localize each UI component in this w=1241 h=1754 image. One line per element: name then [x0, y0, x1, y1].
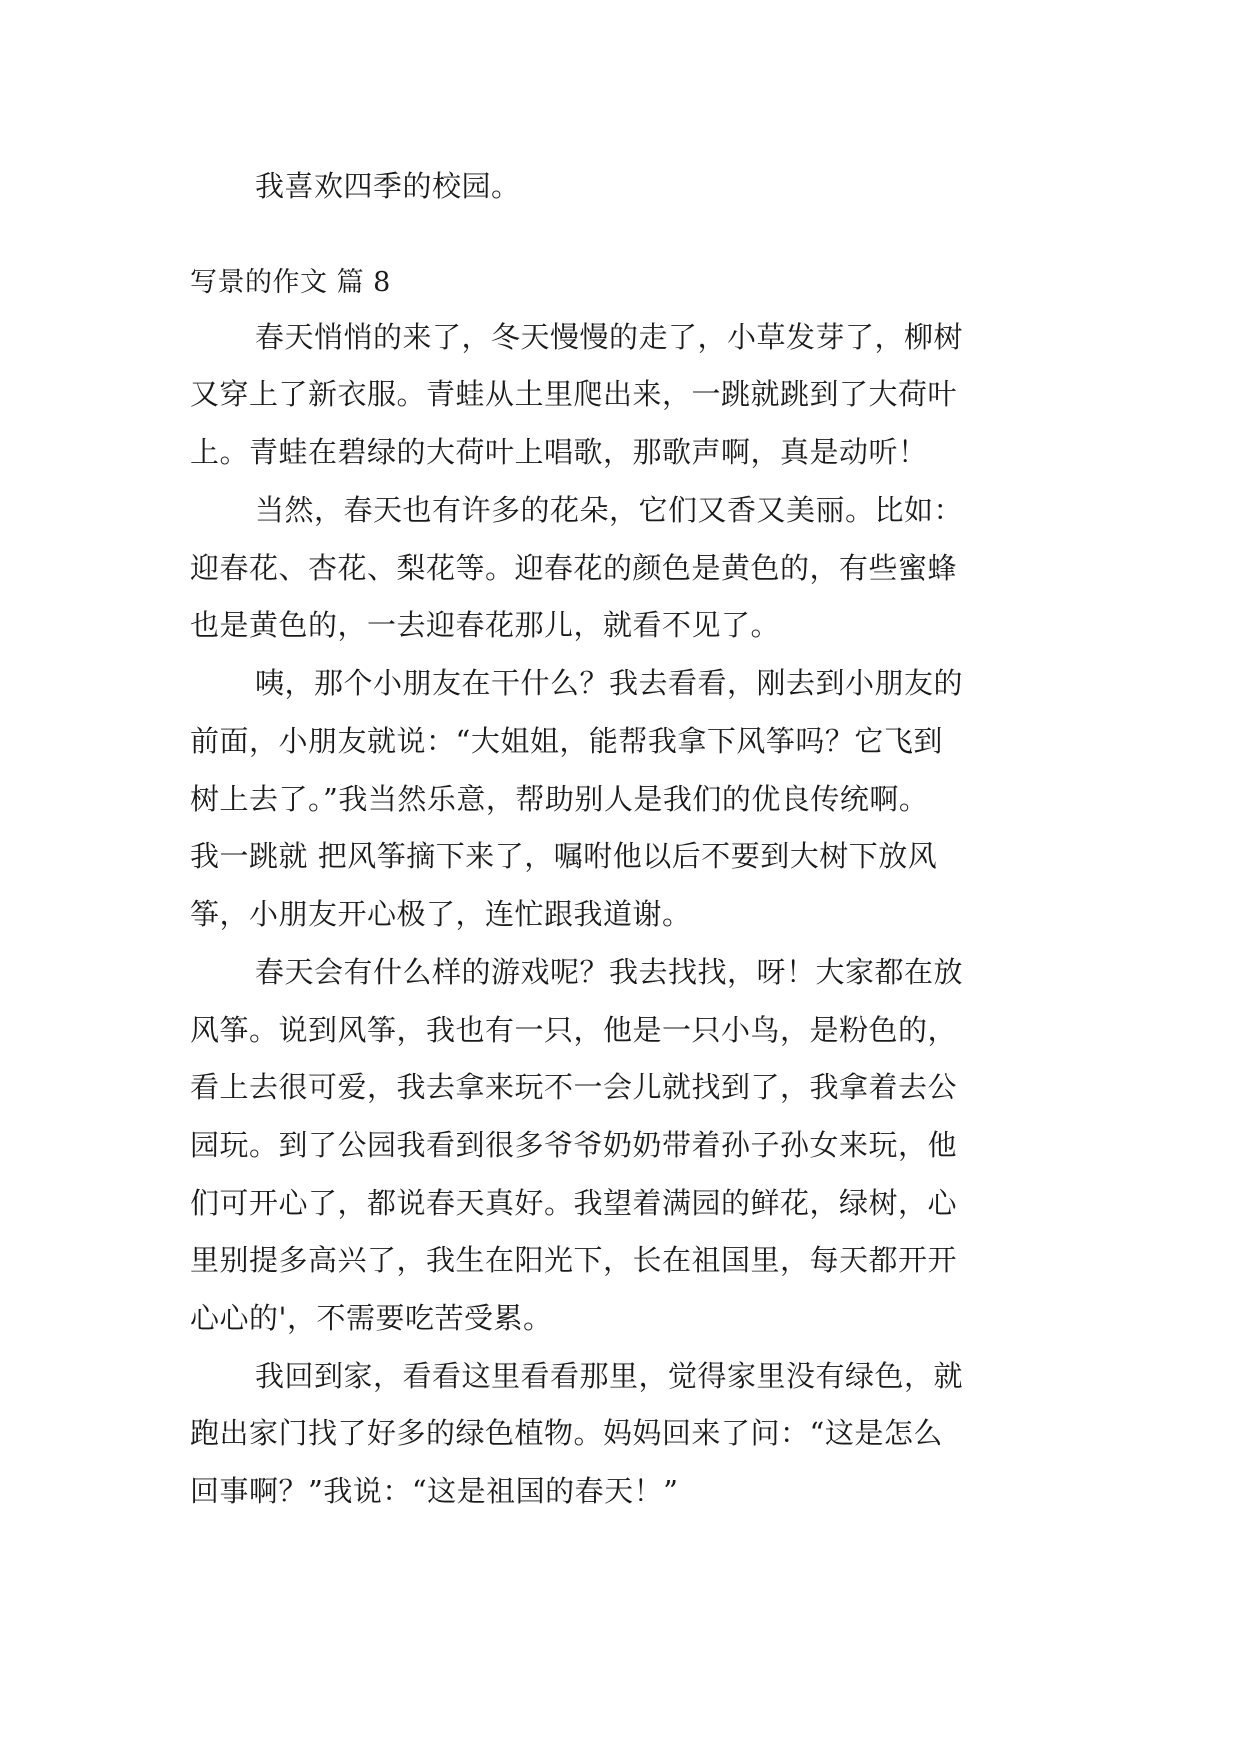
paragraph-2-line-2: 迎春花、杏花、梨花等。迎春花的颜色是黄色的，有些蜜蜂	[190, 551, 958, 585]
paragraph-4-line-5: 们可开心了，都说春天真好。我望着满园的鲜花，绿树，心	[190, 1186, 958, 1220]
paragraph-5-line-1: 我回到家，看看这里看看那里，觉得家里没有绿色，就	[255, 1359, 964, 1393]
paragraph-4-line-6: 里别提多高兴了，我生在阳光下，长在祖国里，每天都开开	[190, 1243, 958, 1277]
paragraph-3-line-4: 我一跳就 把风筝摘下来了，嘱咐他以后不要到大树下放风	[190, 839, 938, 873]
paragraph-1-line-2: 又穿上了新衣服。青蛙从土里爬出来，一跳就跳到了大荷叶	[190, 377, 958, 411]
paragraph-2-line-3: 也是黄色的，一去迎春花那儿，就看不见了。	[190, 608, 781, 642]
paragraph-2-line-1: 当然，春天也有许多的花朵，它们又香又美丽。比如：	[255, 493, 964, 527]
paragraph-1-line-3: 上。青蛙在碧绿的大荷叶上唱歌，那歌声啊，真是动听！	[190, 435, 928, 469]
paragraph-3-line-3: 树上去了。”我当然乐意，帮助别人是我们的优良传统啊。	[190, 782, 929, 816]
paragraph-5-line-2: 跑出家门找了好多的绿色植物。妈妈回来了问：“这是怎么	[190, 1416, 943, 1450]
paragraph-4-line-7: 心心的'，不需要吃苦受累。	[190, 1301, 553, 1335]
closing-sentence: 我喜欢四季的校园。	[255, 169, 521, 203]
paragraph-4-line-4: 园玩。到了公园我看到很多爷爷奶奶带着孙子孙女来玩，他	[190, 1128, 958, 1162]
paragraph-1-line-1: 春天悄悄的来了，冬天慢慢的走了，小草发芽了，柳树	[255, 320, 964, 354]
paragraph-4-line-3: 看上去很可爱，我去拿来玩不一会儿就找到了，我拿着去公	[190, 1070, 958, 1104]
paragraph-5-line-3: 回事啊？”我说：“这是祖国的春天！”	[190, 1474, 679, 1508]
paragraph-4-line-1: 春天会有什么样的游戏呢？我去找找，呀！大家都在放	[255, 955, 964, 989]
paragraph-3-line-5: 筝，小朋友开心极了，连忙跟我道谢。	[190, 897, 692, 931]
paragraph-3-line-1: 咦，那个小朋友在干什么？我去看看，刚去到小朋友的	[255, 666, 964, 700]
section-title: 写景的作文 篇 8	[190, 267, 391, 298]
paragraph-4-line-2: 风筝。说到风筝，我也有一只，他是一只小鸟，是粉色的，	[190, 1013, 958, 1047]
paragraph-3-line-2: 前面，小朋友就说：“大姐姐，能帮我拿下风筝吗？它飞到	[190, 724, 943, 758]
